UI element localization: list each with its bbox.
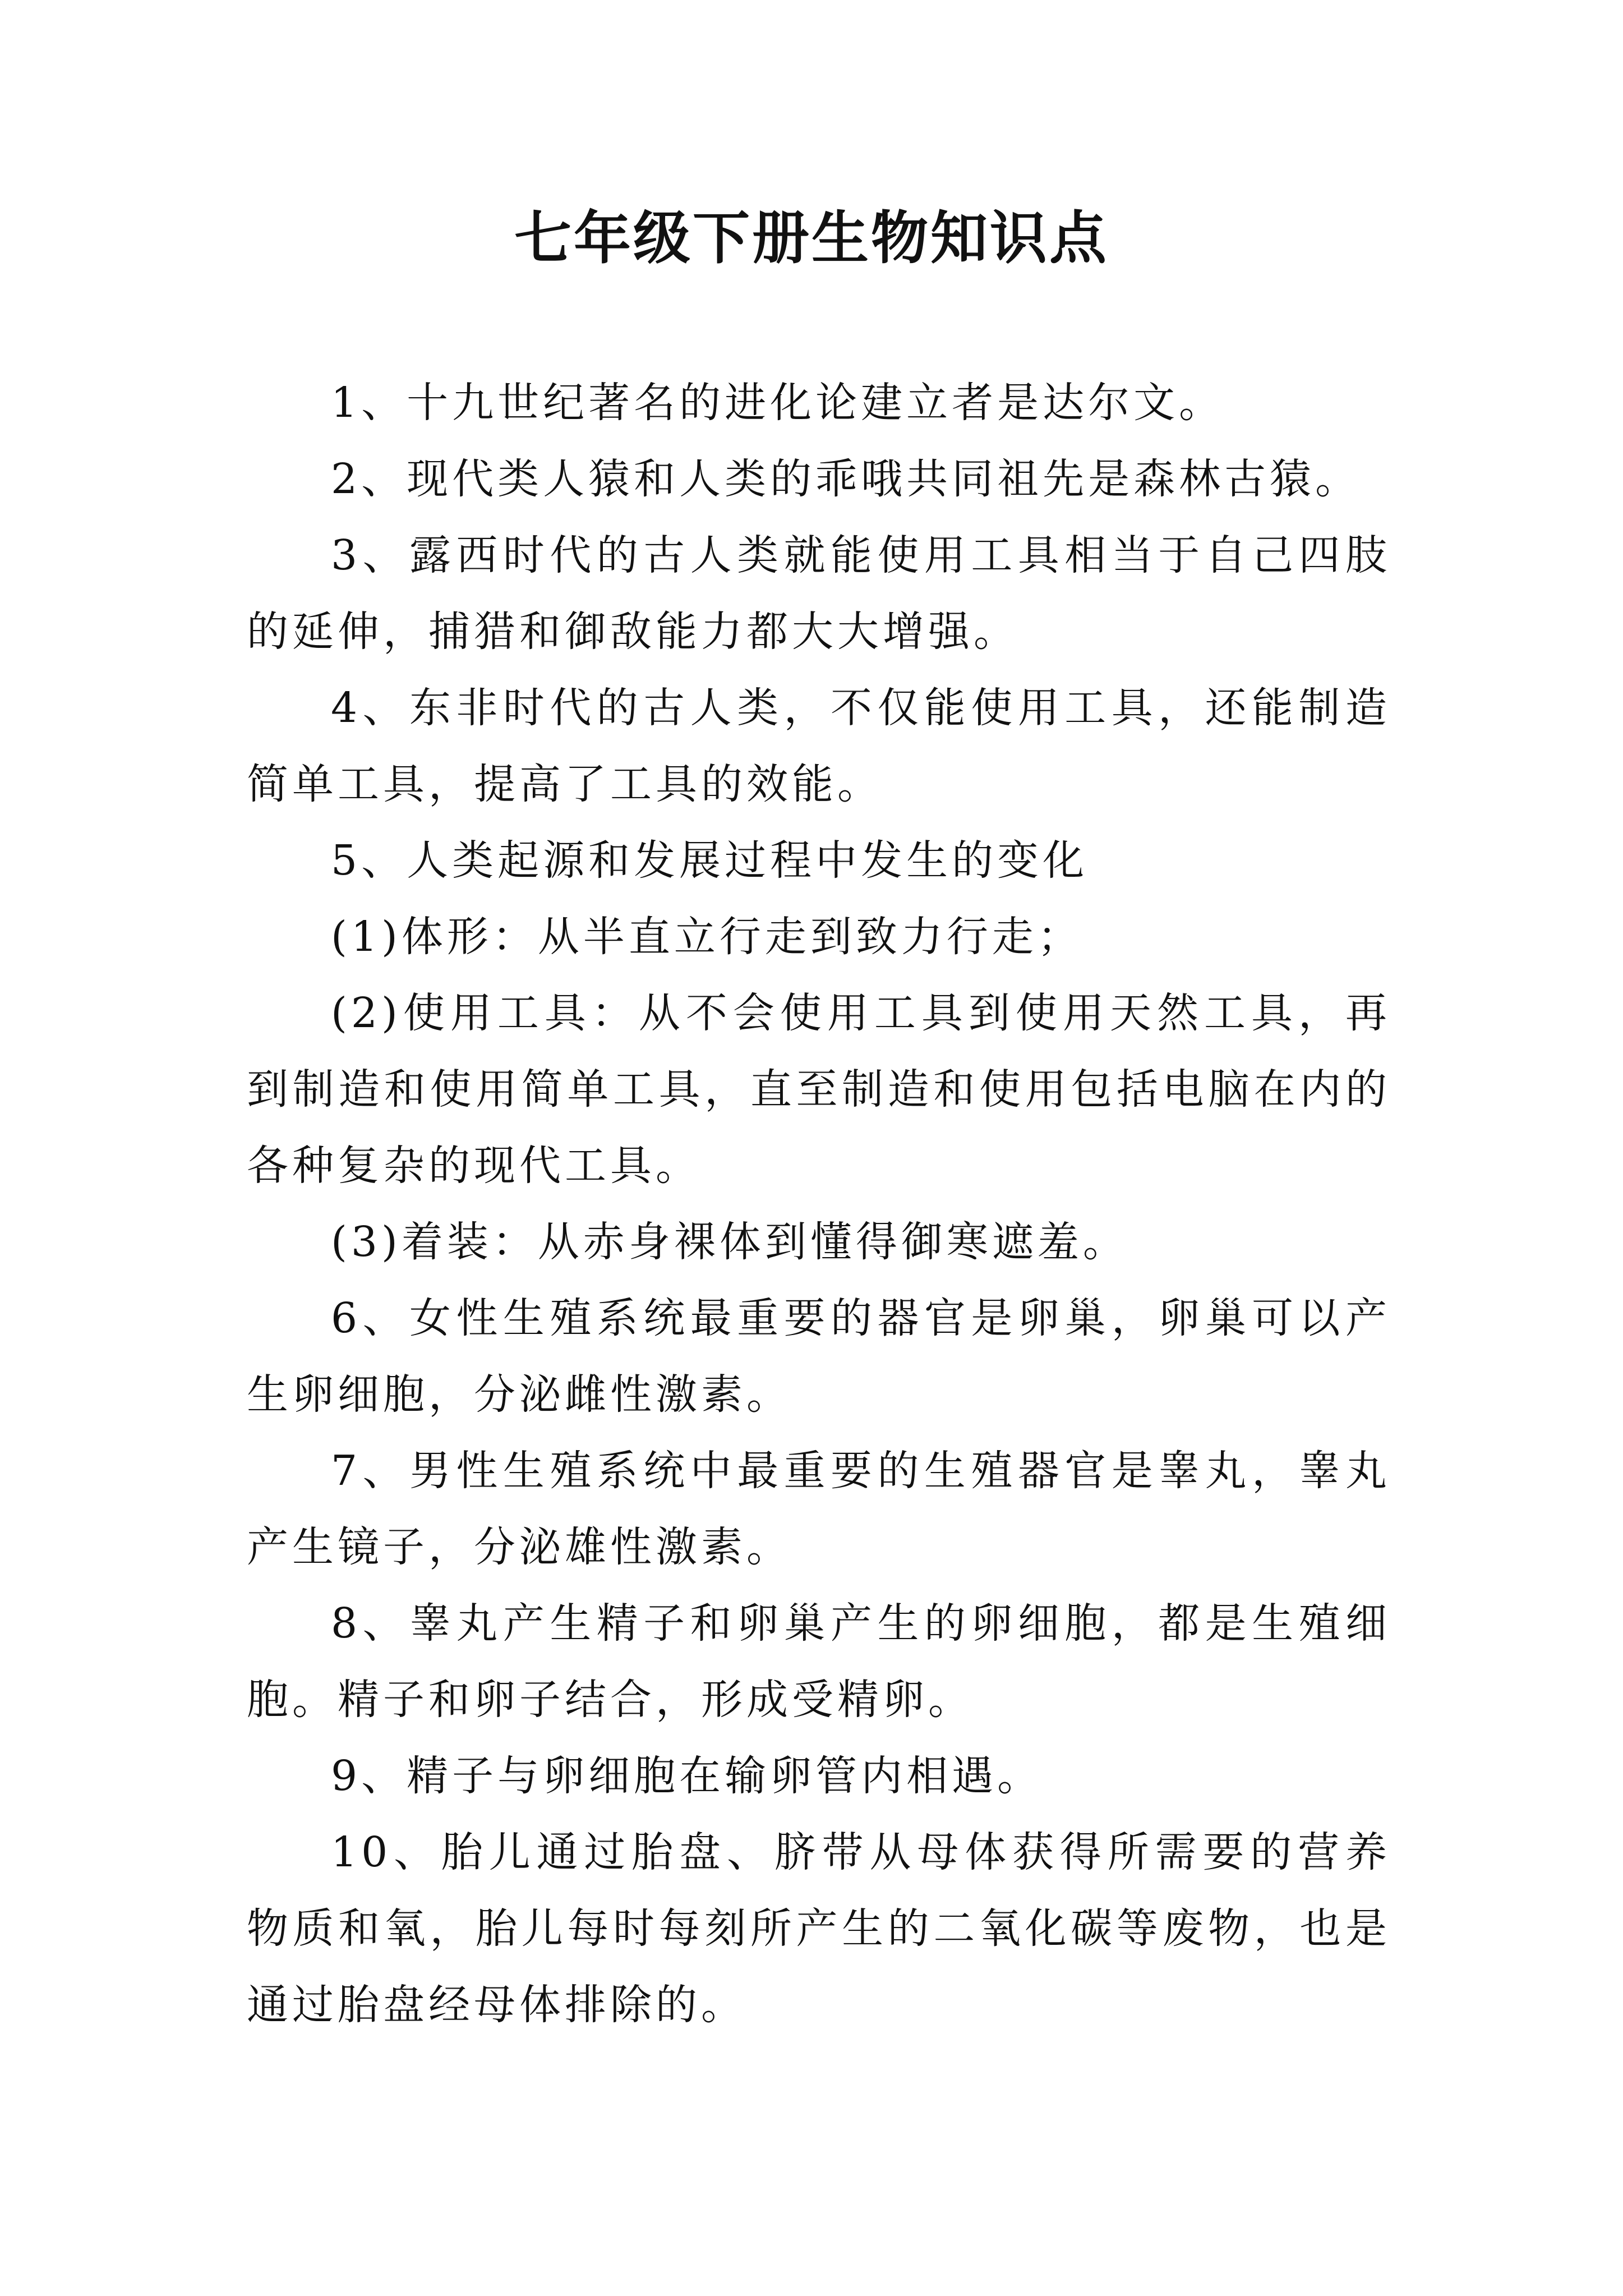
paragraph-8: 8、睾丸产生精子和卵巢产生的卵细胞，都是生殖细胞。精子和卵子结合，形成受精卵。 xyxy=(247,1599,1391,1724)
paragraph-5: 5、人类起源和发展过程中发生的变化 xyxy=(331,836,1089,885)
paragraph-4: 4、东非时代的古人类，不仅能使用工具，还能制造简单工具，提高了工具的效能。 xyxy=(247,684,1391,808)
paragraph-3: 3、露西时代的古人类就能使用工具相当于自己四肢的延伸，捕猎和御敌能力都大大增强。 xyxy=(247,531,1391,656)
document-body xyxy=(247,365,1391,2043)
paragraph-2: 2、现代类人猿和人类的乖哦共同祖先是森林古猿。 xyxy=(331,455,1361,503)
paragraph-7: 7、男性生殖系统中最重要的生殖器官是睾丸，睾丸产生镜子，分泌雄性激素。 xyxy=(247,1447,1391,1571)
paragraph-5-item-1: (1)体形：从半直立行走到致力行走； xyxy=(331,913,1083,961)
paragraph-6: 6、女性生殖系统最重要的器官是卵巢，卵巢可以产生卵细胞，分泌雌性激素。 xyxy=(247,1294,1391,1419)
paragraph-5-item-2: (2)使用工具：从不会使用工具到使用天然工具，再到制造和使用简单工具，直至制造和使用包括电脑在内的各种复杂的现代工具。 xyxy=(247,989,1391,1190)
paragraph-9: 9、精子与卵细胞在输卵管内相遇。 xyxy=(331,1752,1043,1800)
paragraph-1: 1、十九世纪著名的进化论建立者是达尔文。 xyxy=(331,379,1225,427)
paragraph-5-item-3: (3)着装：从赤身裸体到懂得御寒遮羞。 xyxy=(331,1218,1128,1266)
document-title: 七年级下册生物知识点 xyxy=(514,205,1109,272)
paragraph-10: 10、胎儿通过胎盘、脐带从母体获得所需要的营养物质和氧，胎儿每时每刻所产生的二氧化碳等废物，也是通过胎盘经母体排除的。 xyxy=(247,1828,1391,2029)
